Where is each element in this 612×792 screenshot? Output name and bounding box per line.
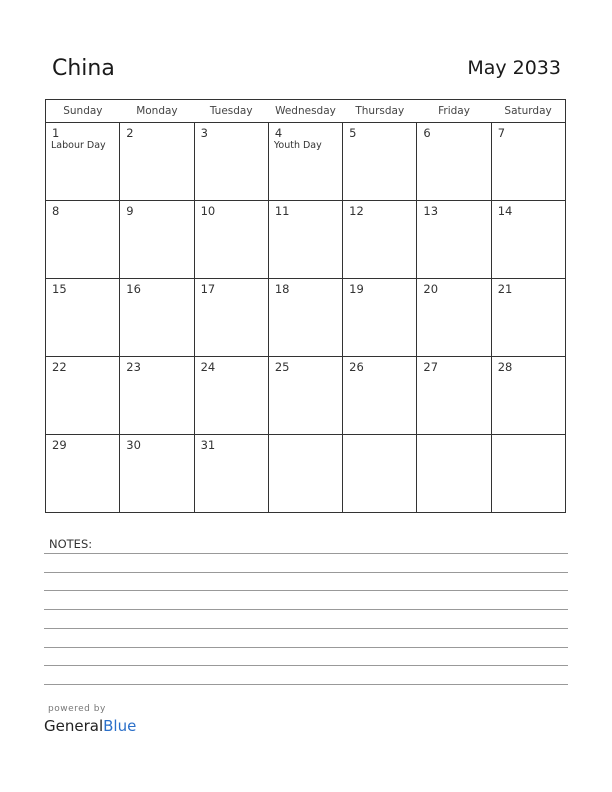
- notes-label: NOTES:: [49, 537, 93, 551]
- day-cell: [268, 123, 342, 201]
- day-number: 5: [349, 126, 357, 140]
- weekday-header: Tuesday: [194, 100, 268, 123]
- note-line: [44, 628, 568, 629]
- day-cell: [491, 279, 565, 357]
- weekday-header-row: [46, 100, 566, 123]
- day-number: 21: [497, 282, 513, 296]
- day-cell: [120, 201, 194, 279]
- day-cell: [46, 435, 120, 513]
- weekday-header: Thursday: [343, 100, 417, 123]
- day-number: 18: [274, 282, 290, 296]
- day-cell: [417, 357, 491, 435]
- note-line: [44, 684, 568, 685]
- day-number: 31: [200, 438, 216, 452]
- note-line: [44, 609, 568, 610]
- day-number: 26: [349, 360, 364, 374]
- day-cell: [120, 279, 194, 357]
- weekday-header: Wednesday: [268, 100, 342, 123]
- day-cell: [194, 123, 268, 201]
- day-cell: [46, 279, 120, 357]
- day-cell: [491, 435, 565, 513]
- brand-name-general: General: [44, 717, 104, 735]
- calendar-grid: [45, 99, 566, 513]
- day-number: 15: [52, 282, 67, 296]
- day-cell: [491, 201, 565, 279]
- note-line: [44, 647, 568, 648]
- day-number: 10: [200, 204, 216, 218]
- day-cell: [46, 123, 120, 201]
- day-number: 16: [126, 282, 141, 296]
- note-line: [44, 553, 568, 554]
- weekday-header: Sunday: [46, 100, 120, 123]
- day-number: 9: [126, 204, 134, 218]
- day-number: 20: [423, 282, 439, 296]
- day-cell: [120, 123, 194, 201]
- day-number: 6: [423, 126, 431, 140]
- day-cell: [491, 123, 565, 201]
- day-number: 13: [423, 204, 439, 218]
- note-line: [44, 665, 568, 666]
- day-cell: [417, 279, 491, 357]
- day-number: 7: [497, 126, 506, 140]
- day-number: 14: [497, 204, 513, 218]
- day-cell: [120, 435, 194, 513]
- day-cell: [268, 201, 342, 279]
- week-row: [46, 201, 566, 279]
- powered-by-text: powered by: [48, 704, 106, 714]
- day-number: 3: [200, 126, 208, 140]
- month-year-title: May 2033: [467, 57, 561, 79]
- day-number: 1: [52, 126, 60, 140]
- day-number: 27: [423, 360, 439, 374]
- holiday-label: Youth Day: [273, 140, 322, 151]
- day-cell: [343, 123, 417, 201]
- country-title: China: [52, 56, 115, 81]
- week-row: [46, 357, 566, 435]
- weekday-header: Friday: [417, 100, 491, 123]
- week-row: [46, 279, 566, 357]
- day-cell: [194, 435, 268, 513]
- day-number: 4: [274, 126, 283, 140]
- day-number: 22: [52, 360, 67, 374]
- day-cell: [343, 435, 417, 513]
- day-cell: [343, 357, 417, 435]
- day-cell: [194, 279, 268, 357]
- note-line: [44, 572, 568, 573]
- day-number: 8: [52, 204, 60, 218]
- day-number: 11: [274, 204, 290, 218]
- brand-name-blue: Blue: [103, 717, 137, 735]
- day-cell: [120, 357, 194, 435]
- day-cell: [417, 201, 491, 279]
- day-number: 25: [274, 360, 290, 374]
- week-row: [46, 435, 566, 513]
- day-cell: [343, 201, 417, 279]
- day-cell: [268, 357, 342, 435]
- day-cell: [268, 435, 342, 513]
- day-number: 29: [52, 438, 67, 452]
- day-cell: [46, 357, 120, 435]
- weekday-header: Monday: [120, 100, 194, 123]
- day-number: 23: [126, 360, 141, 374]
- day-cell: [491, 357, 565, 435]
- day-number: 30: [126, 438, 141, 452]
- week-row: [46, 123, 566, 201]
- day-cell: [268, 279, 342, 357]
- day-cell: [417, 435, 491, 513]
- weekday-header: Saturday: [491, 100, 565, 123]
- day-number: 19: [349, 282, 364, 296]
- day-number: 28: [497, 360, 513, 374]
- day-cell: [194, 357, 268, 435]
- day-cell: [46, 201, 120, 279]
- day-cell: [194, 201, 268, 279]
- holiday-label: Labour Day: [51, 140, 106, 151]
- day-number: 17: [200, 282, 216, 296]
- day-cell: [343, 279, 417, 357]
- day-number: 12: [349, 204, 364, 218]
- brand-logo[interactable]: [44, 717, 136, 735]
- day-number: 24: [200, 360, 216, 374]
- day-cell: [417, 123, 491, 201]
- day-number: 2: [126, 126, 134, 140]
- note-line: [44, 590, 568, 591]
